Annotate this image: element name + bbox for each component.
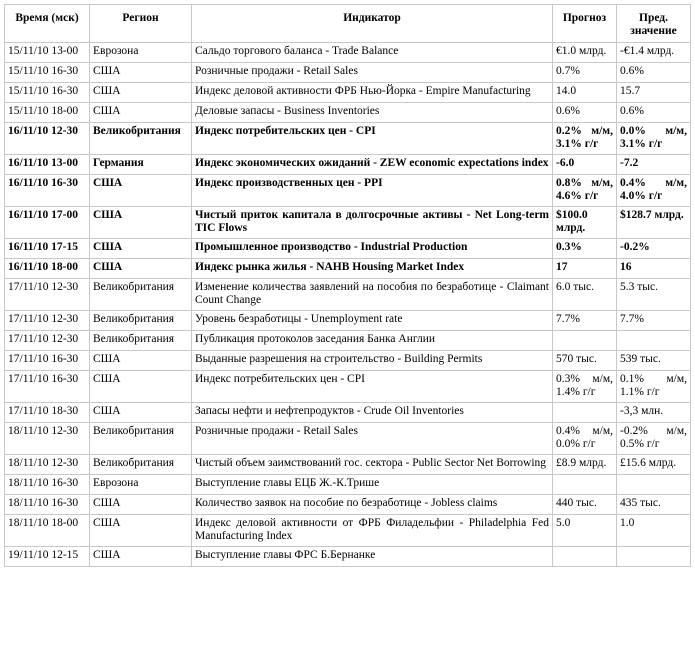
cell-time: 17/11/10 12-30 (5, 279, 90, 311)
cell-previous: -0.2% (617, 239, 691, 259)
cell-time: 18/11/10 18-00 (5, 515, 90, 547)
cell-region: США (90, 547, 192, 567)
cell-forecast: 5.0 (553, 515, 617, 547)
cell-indicator: Розничные продажи - Retail Sales (192, 63, 553, 83)
cell-region: Великобритания (90, 311, 192, 331)
cell-region: Великобритания (90, 423, 192, 455)
table-row (5, 423, 691, 455)
cell-previous: 5.3 тыс. (617, 279, 691, 311)
cell-previous: 435 тыс. (617, 495, 691, 515)
cell-previous: 7.7% (617, 311, 691, 331)
cell-time: 15/11/10 18-00 (5, 103, 90, 123)
table-row (5, 155, 691, 175)
cell-time: 18/11/10 16-30 (5, 495, 90, 515)
cell-forecast: 440 тыс. (553, 495, 617, 515)
cell-region: США (90, 63, 192, 83)
cell-previous: 0.6% (617, 103, 691, 123)
cell-forecast: 570 тыс. (553, 351, 617, 371)
table-row (5, 63, 691, 83)
cell-indicator: Деловые запасы - Business Inventories (192, 103, 553, 123)
cell-indicator: Выданные разрешения на строительство - Building Permits (192, 351, 553, 371)
cell-previous: 16 (617, 259, 691, 279)
cell-forecast: 0.2% м/м, 3.1% г/г (553, 123, 617, 155)
header-forecast: Прогноз (553, 5, 617, 43)
cell-time: 17/11/10 12-30 (5, 311, 90, 331)
cell-region: США (90, 515, 192, 547)
cell-indicator: Запасы нефти и нефтепродуктов - Crude Oil Inventories (192, 403, 553, 423)
cell-region: Великобритания (90, 279, 192, 311)
cell-indicator: Выступление главы ЕЦБ Ж.-К.Трише (192, 475, 553, 495)
cell-time: 17/11/10 12-30 (5, 331, 90, 351)
cell-forecast: 0.3% м/м, 1.4% г/г (553, 371, 617, 403)
cell-region: США (90, 351, 192, 371)
cell-time: 17/11/10 16-30 (5, 351, 90, 371)
table-row (5, 311, 691, 331)
cell-region: США (90, 403, 192, 423)
cell-indicator: Индекс производственных цен - PPI (192, 175, 553, 207)
header-previous: Пред. значение (617, 5, 691, 43)
cell-time: 18/11/10 16-30 (5, 475, 90, 495)
cell-indicator: Сальдо торгового баланса - Trade Balance (192, 43, 553, 63)
table-row (5, 515, 691, 547)
cell-previous: 0.0% м/м, 3.1% г/г (617, 123, 691, 155)
cell-indicator: Промышленное производство - Industrial Production (192, 239, 553, 259)
cell-forecast: 0.7% (553, 63, 617, 83)
cell-forecast: 6.0 тыс. (553, 279, 617, 311)
cell-previous: 0.6% (617, 63, 691, 83)
cell-previous: -0.2% м/м, 0.5% г/г (617, 423, 691, 455)
cell-forecast: 0.3% (553, 239, 617, 259)
table-row (5, 403, 691, 423)
header-indicator: Индикатор (192, 5, 553, 43)
table-row (5, 175, 691, 207)
cell-time: 15/11/10 13-00 (5, 43, 90, 63)
cell-region: Германия (90, 155, 192, 175)
cell-time: 16/11/10 13-00 (5, 155, 90, 175)
table-row (5, 279, 691, 311)
cell-time: 15/11/10 16-30 (5, 63, 90, 83)
cell-indicator: Публикация протоколов заседания Банка Англии (192, 331, 553, 351)
table-row (5, 207, 691, 239)
cell-indicator: Количество заявок на пособие по безработице - Jobless claims (192, 495, 553, 515)
header-region: Регион (90, 5, 192, 43)
cell-region: США (90, 259, 192, 279)
cell-indicator: Выступление главы ФРС Б.Бернанке (192, 547, 553, 567)
cell-region: Великобритания (90, 331, 192, 351)
cell-forecast: 14.0 (553, 83, 617, 103)
cell-region: Великобритания (90, 455, 192, 475)
table-row (5, 547, 691, 567)
table-row (5, 331, 691, 351)
cell-forecast: 0.8% м/м, 4.6% г/г (553, 175, 617, 207)
cell-previous: 0.1% м/м, 1.1% г/г (617, 371, 691, 403)
cell-previous: -€1.4 млрд. (617, 43, 691, 63)
cell-indicator: Чистый приток капитала в долгосрочные активы - Net Long-term TIC Flows (192, 207, 553, 239)
cell-indicator: Индекс экономических ожиданий - ZEW economic expectations index (192, 155, 553, 175)
table-header-row (5, 5, 691, 43)
cell-time: 16/11/10 18-00 (5, 259, 90, 279)
table-row (5, 475, 691, 495)
cell-time: 19/11/10 12-15 (5, 547, 90, 567)
cell-previous: 1.0 (617, 515, 691, 547)
table-row (5, 239, 691, 259)
cell-time: 15/11/10 16-30 (5, 83, 90, 103)
cell-time: 16/11/10 17-00 (5, 207, 90, 239)
cell-indicator: Уровень безработицы - Unemployment rate (192, 311, 553, 331)
cell-indicator: Индекс потребительских цен - CPI (192, 371, 553, 403)
cell-forecast (553, 475, 617, 495)
table-row (5, 123, 691, 155)
cell-forecast (553, 331, 617, 351)
cell-time: 16/11/10 17-15 (5, 239, 90, 259)
cell-previous (617, 331, 691, 351)
cell-previous: 15.7 (617, 83, 691, 103)
cell-previous: 0.4% м/м, 4.0% г/г (617, 175, 691, 207)
cell-forecast: €1.0 млрд. (553, 43, 617, 63)
table-row (5, 43, 691, 63)
economic-calendar-table (4, 4, 691, 567)
cell-previous (617, 475, 691, 495)
cell-forecast: -6.0 (553, 155, 617, 175)
cell-previous: $128.7 млрд. (617, 207, 691, 239)
cell-forecast (553, 403, 617, 423)
cell-indicator: Изменение количества заявлений на пособия по безработице - Claimant Count Change (192, 279, 553, 311)
cell-previous: £15.6 млрд. (617, 455, 691, 475)
cell-time: 17/11/10 18-30 (5, 403, 90, 423)
cell-region: Еврозона (90, 475, 192, 495)
cell-region: США (90, 175, 192, 207)
cell-indicator: Индекс потребительских цен - CPI (192, 123, 553, 155)
cell-forecast: $100.0 млрд. (553, 207, 617, 239)
cell-forecast: £8.9 млрд. (553, 455, 617, 475)
table-row (5, 351, 691, 371)
table-row (5, 103, 691, 123)
cell-indicator: Розничные продажи - Retail Sales (192, 423, 553, 455)
cell-region: США (90, 207, 192, 239)
table-row (5, 371, 691, 403)
cell-forecast: 0.6% (553, 103, 617, 123)
cell-forecast: 0.4% м/м, 0.0% г/г (553, 423, 617, 455)
table-row (5, 83, 691, 103)
cell-indicator: Индекс рынка жилья - NAHB Housing Market Index (192, 259, 553, 279)
table-row (5, 259, 691, 279)
cell-previous: 539 тыс. (617, 351, 691, 371)
cell-previous (617, 547, 691, 567)
cell-region: США (90, 103, 192, 123)
cell-time: 16/11/10 12-30 (5, 123, 90, 155)
cell-indicator: Индекс деловой активности от ФРБ Филадельфии - Philadelphia Fed Manufacturing Index (192, 515, 553, 547)
cell-region: США (90, 495, 192, 515)
cell-time: 18/11/10 12-30 (5, 423, 90, 455)
cell-time: 16/11/10 16-30 (5, 175, 90, 207)
table-row (5, 495, 691, 515)
cell-forecast (553, 547, 617, 567)
cell-previous: -3,3 млн. (617, 403, 691, 423)
table-row (5, 455, 691, 475)
cell-indicator: Индекс деловой активности ФРБ Нью-Йорка - Empire Manufacturing (192, 83, 553, 103)
table-body (5, 43, 691, 567)
cell-region: США (90, 83, 192, 103)
cell-forecast: 7.7% (553, 311, 617, 331)
cell-forecast: 17 (553, 259, 617, 279)
cell-region: Великобритания (90, 123, 192, 155)
cell-region: США (90, 239, 192, 259)
header-time: Время (мск) (5, 5, 90, 43)
cell-region: США (90, 371, 192, 403)
cell-previous: -7.2 (617, 155, 691, 175)
cell-time: 18/11/10 12-30 (5, 455, 90, 475)
cell-time: 17/11/10 16-30 (5, 371, 90, 403)
cell-region: Еврозона (90, 43, 192, 63)
cell-indicator: Чистый объем заимствований гос. сектора - Public Sector Net Borrowing (192, 455, 553, 475)
